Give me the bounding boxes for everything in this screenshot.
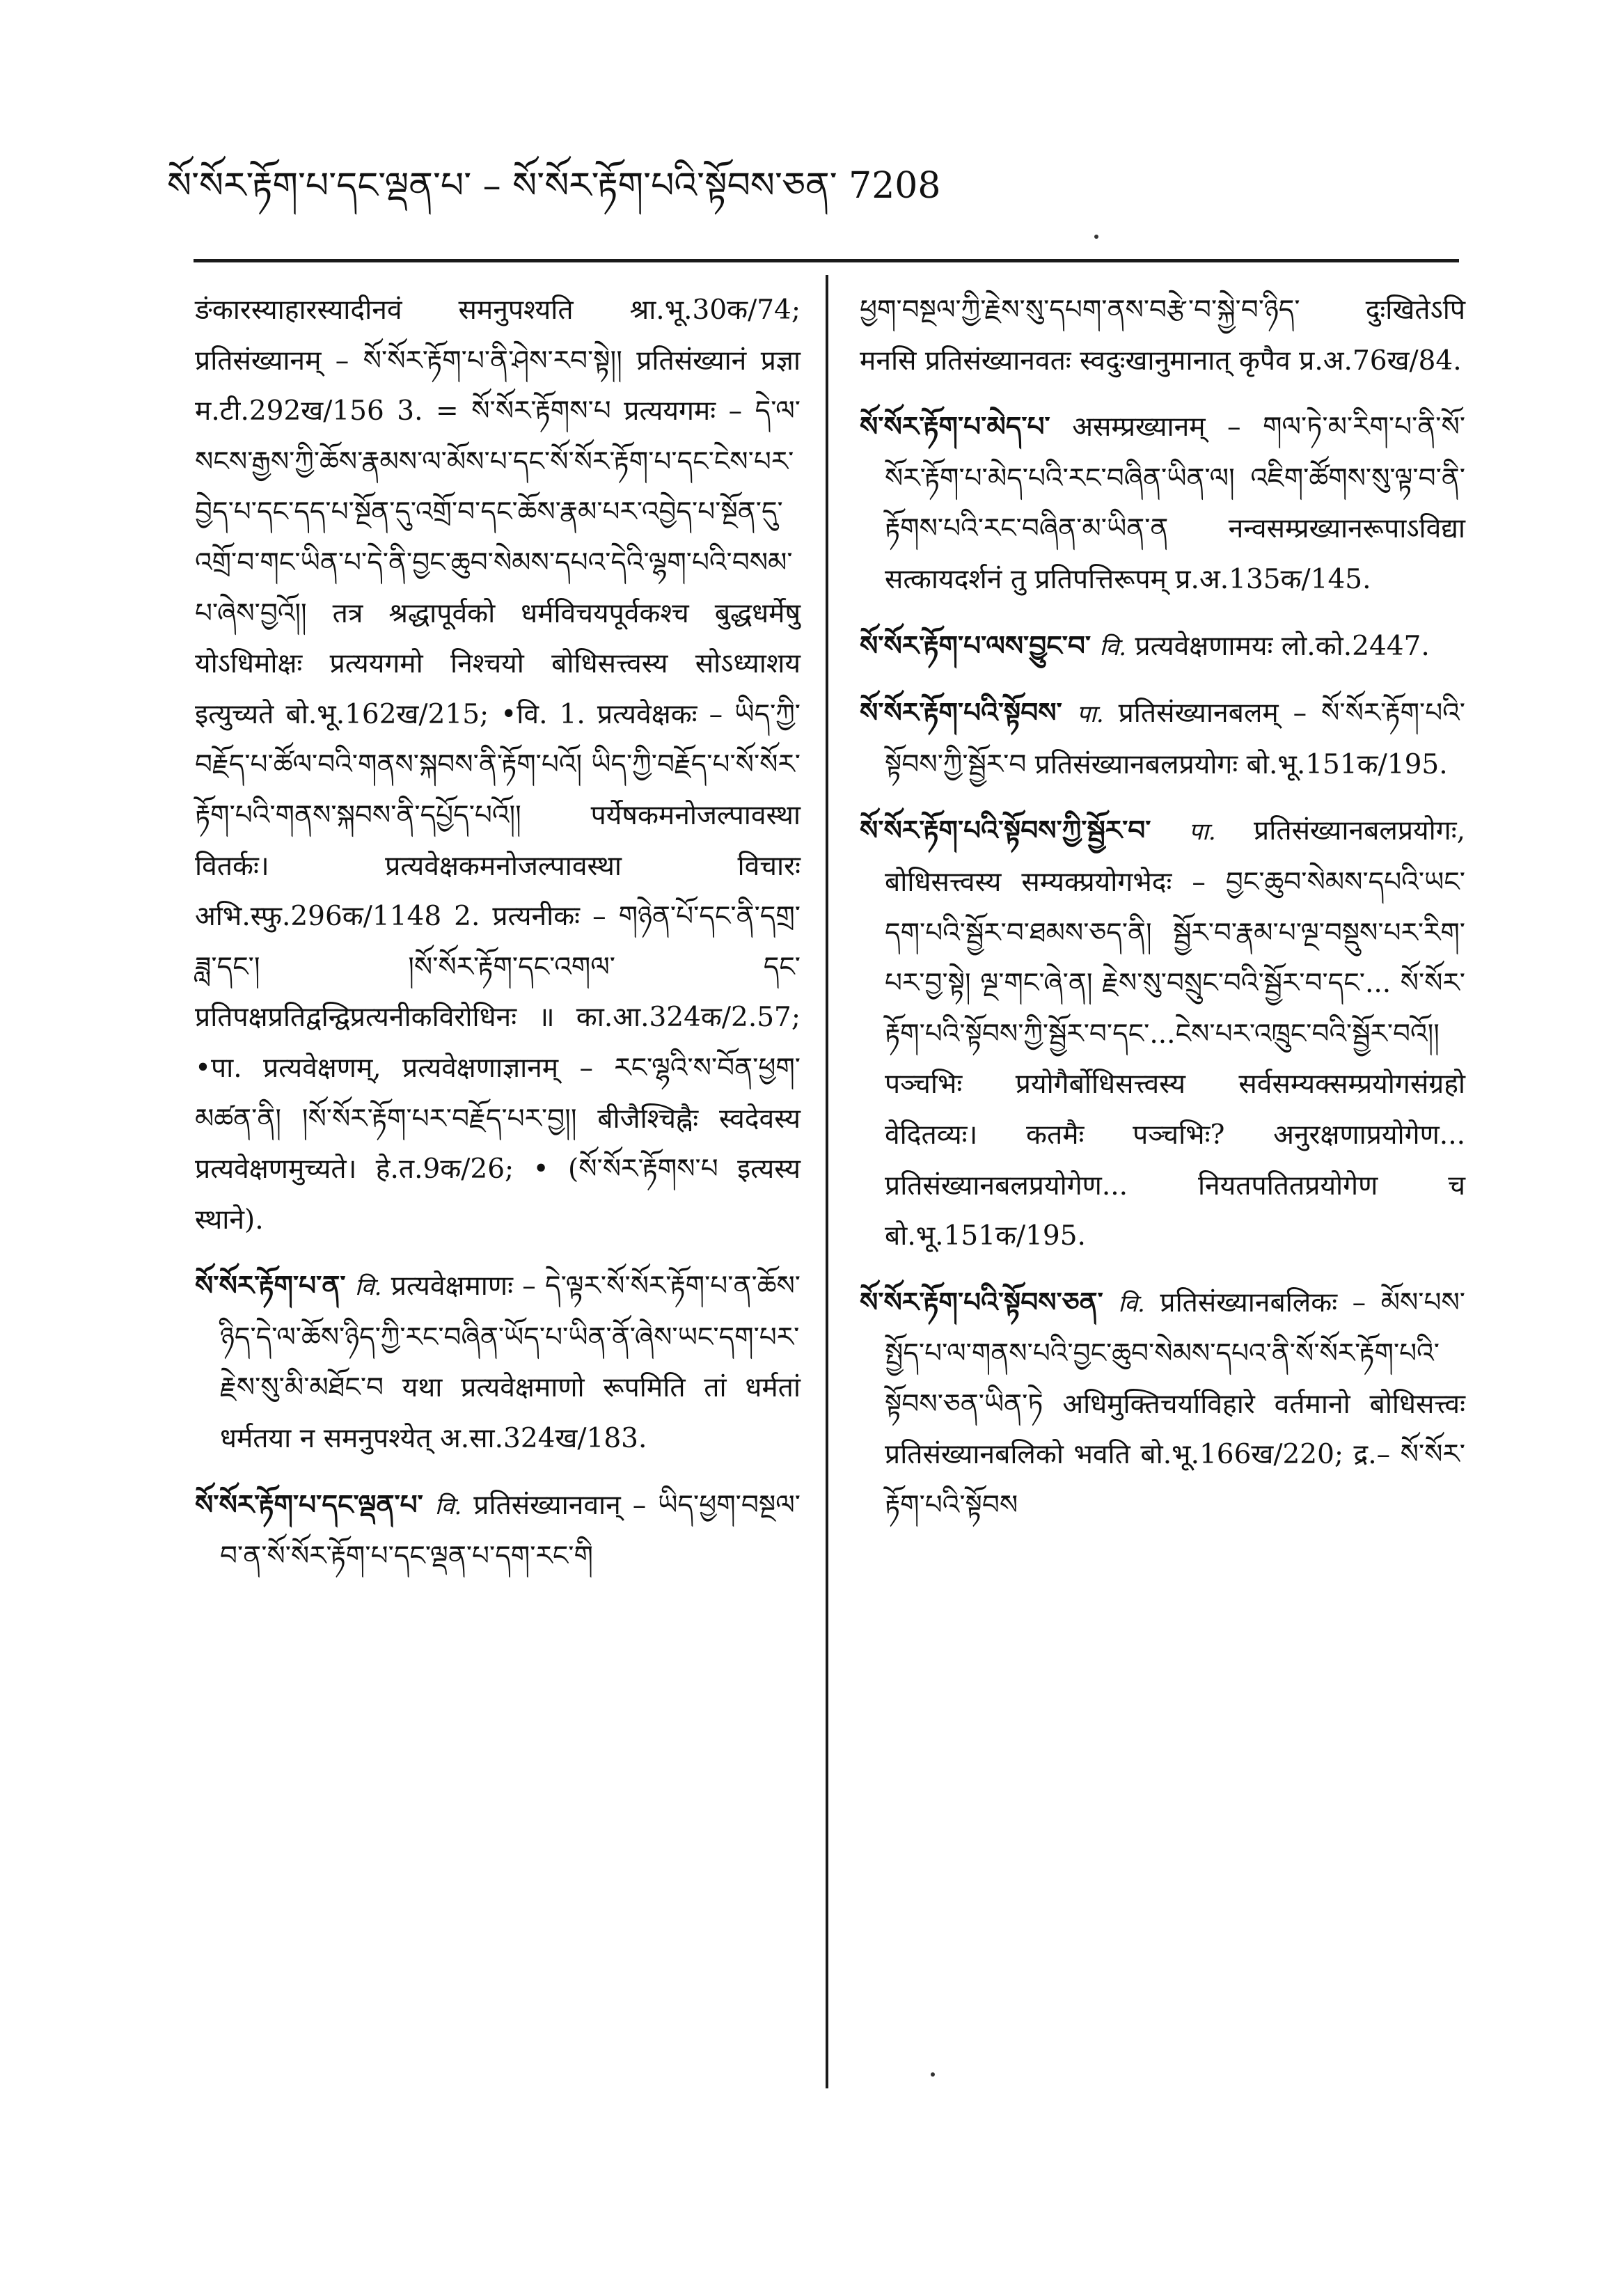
entry-text: ཕྱག་བསྔལ་ཀྱི་རྗེས་སུ་དཔག་ནས་བརྩེ་བ་སྐྱེ་བ་ཉིད་ दुःखितेऽपि मनसि प्रतिसंख्यानवतः स्वदुःखानुमानात् कृपैव प्र.अ.76ख/84. (860, 294, 1465, 377)
entry-text: प्रत्यवेक्षमाणः – དེ་ལྟར་སོ་སོར་རྟོག་པ་ན་ཆོས་ཉིད་དེ་ལ་ཆོས་ཉིད་ཀྱི་རང་བཞིན་ཡོད་པ་ཡིན་ནོ་ཞེས་ཡང་དག་པར་རྗེས་སུ་མི་མཐོང་བ यथा प्रत्यवेक्षमाणो रूपमिति तां धर्मतां धर्मतया न समनुपश्येत् अ.सा.324ख/183. (220, 1270, 801, 1455)
entry-grammar-tag: पा. (1076, 700, 1104, 729)
dictionary-entry (195, 1261, 801, 1464)
dictionary-entry (195, 1480, 801, 1582)
entry-text: प्रत्यवेक्षणामयः लो.को.2447. (1135, 630, 1430, 662)
entry-grammar-tag: वि. (1099, 633, 1127, 661)
entry-headword: སོ་སོར་རྟོག་པའི་སྟོབས་ཅན་ (860, 1286, 1103, 1318)
dictionary-entry (860, 285, 1465, 386)
dictionary-entry (860, 688, 1465, 790)
dictionary-entry (860, 621, 1465, 673)
entry-grammar-tag: पा. (1188, 818, 1216, 846)
page-header (167, 162, 1350, 210)
entry-headword: སོ་སོར་རྟོག་པ་ལས་བྱུང་བ་ (860, 629, 1091, 662)
entry-text: प्रतिसंख्यानबलिकः – མོས་པས་སྤྱོད་པ་ལ་གནས་པའི་བྱང་ཆུབ་སེམས་དཔའ་ནི་སོ་སོར་རྟོག་པའི་སྟོབས་ཅན་ཡིན་ཏེ अधिमुक्तिचर्याविहारे वर्तमानो बोधिसत्त्वः प्रतिसंख्यानबलिको भवति बो.भू.166ख/220; द्र.– སོ་སོར་རྟོག་པའི་སྟོབས (885, 1286, 1465, 1522)
entry-headword: སོ་སོར་རྟོག་པའི་སྟོབས་ (860, 697, 1062, 730)
page-header-title: སོ་སོར་རྟོག་པ་དང་ལྡན་པ་ – སོ་སོར་རྟོག་པའི་སྟོབས་ཅན་ 7208 (167, 165, 941, 207)
left-column (195, 285, 801, 1598)
column-divider (826, 275, 828, 2088)
scan-speck (931, 2072, 935, 2077)
entry-headword: སོ་སོར་རྟོག་པའི་སྟོབས་ཀྱི་སྦྱོར་བ་ (860, 814, 1151, 847)
entry-text: ङंकारस्याहारस्यादीनवं समनुपश्यति श्रा.भू.30क/74; प्रतिसंख्यानम् – སོ་སོར་རྟོག་པ་ནི་ཤེས་རབ་སྟེ།། प्रतिसंख्यानं प्रज्ञा म.टी.292ख/156 3. = སོ་སོར་རྟོགས་པ प्रत्ययगमः – དེ་ལ་སངས་རྒྱས་ཀྱི་ཆོས་རྣམས་ལ་མོས་པ་དང་སོ་སོར་རྟོག་པ་དང་ངེས་པར་བྱེད་པ་དང་དད་པ་སྔོན་དུ་འགྲོ་བ་དང་ཆོས་རྣམ་པར་འབྱེད་པ་སྔོན་དུ་འགྲོ་བ་གང་ཡིན་པ་དེ་ནི་བྱང་ཆུབ་སེམས་དཔའ་དེའི་ལྷག་པའི་བསམ་པ་ཞེས་བྱའོ།། तत्र श्रद्धापूर्वको धर्मविचयपूर्वकश्च बुद्धधर्मेषु योऽधिमोक्षः प्रत्ययगमो निश्चयो बोधिसत्त्वस्य सोऽध्याशय इत्युच्यते बो.भू.162ख/215; •वि. 1. प्रत्यवेक्षकः – ཡིད་ཀྱི་བརྗོད་པ་ཚོལ་བའི་གནས་སྐབས་ནི་རྟོག་པའོ། ཡིད་ཀྱི་བརྗོད་པ་སོ་སོར་རྟོག་པའི་གནས་སྐབས་ནི་དཔྱོད་པའོ།། पर्येषकमनोजल्पावस्था वितर्कः। प्रत्यवेक्षकमनोजल्पावस्था विचारः अभि.स्फु.296क/1148 2. प्रत्यनीकः – གཉེན་པོ་དང་ནི་དགྲ་ཟླ་དང་། །སོ་སོར་རྟོག་དང་འགལ་ དང་ प्रतिपक्षप्रतिद्वन्द्विप्रत्यनीकविरोधिनः ॥ का.आ.324क/2.57; •पा. प्रत्यवेक्षणम्, प्रत्यवेक्षणाज्ञानम् – རང་ལྷའི་ས་བོན་ཕྱག་མཚན་ནི། །སོ་སོར་རྟོག་པར་བརྗོད་པར་བྱ།། बीजैश्चिह्नैः स्वदेवस्य प्रत्यवेक्षणमुच्यते। हे.त.9क/26; • (སོ་སོར་རྟོགས་པ इत्यस्य स्थाने). (195, 294, 801, 1236)
dictionary-entry (195, 285, 801, 1245)
dictionary-entry (860, 1277, 1465, 1531)
entry-text: प्रतिसंख्यानवान् – ཡིད་ཕྱག་བསྔལ་བ་ན་སོ་སོར་རྟོག་པ་དང་ལྡན་པ་དག་རང་གི (220, 1489, 801, 1573)
entry-text: असम्प्रख्यानम् – གལ་ཏེ་མ་རིག་པ་ནི་སོ་སོར་རྟོག་པ་མེད་པའི་རང་བཞིན་ཡིན་ལ། འཇིག་ཚོགས་སུ་ལྟ་བ་ནི་རྟོགས་པའི་རང་བཞིན་མ་ཡིན་ན नन्वसम्प्रख्यानरूपाऽविद्या सत्कायदर्शनं तु प्रतिपत्तिरूपम् प्र.अ.135क/145. (885, 411, 1466, 595)
scan-speck (1094, 235, 1098, 239)
dictionary-entry (860, 805, 1465, 1261)
entry-grammar-tag: वि. (354, 1273, 382, 1302)
entry-headword: སོ་སོར་རྟོག་པ་དང་ལྡན་པ་ (195, 1488, 423, 1521)
entry-headword: སོ་སོར་རྟོག་པ་ན་ (195, 1270, 346, 1302)
header-divider (194, 259, 1459, 262)
entry-text: प्रतिसंख्यानबलप्रयोगः, बोधिसत्त्वस्य सम्यक्प्रयोगभेदः – བྱང་ཆུབ་སེམས་དཔའི་ཡང་དག་པའི་སྦྱོར་བ་ཐམས་ཅད་ནི། སྦྱོར་བ་རྣམ་པ་ལྔ་བསྡུས་པར་རིག་པར་བྱ་སྟེ། ལྔ་གང་ཞེ་ན། རྗེས་སུ་བསྲུང་བའི་སྦྱོར་བ་དང་... སོ་སོར་རྟོག་པའི་སྟོབས་ཀྱི་སྦྱོར་བ་དང་...ངེས་པར་འཁྲུང་བའི་སྦྱོར་བའོ།། पञ्चभिः प्रयोगैर्बोधिसत्त्वस्य सर्वसम्यक्सम्प्रयोगसंग्रहो वेदितव्यः। कतमैः पञ्चभिः? अनुरक्षणाप्रयोगेण... प्रतिसंख्यानबलप्रयोगेण... नियतपतितप्रयोगेण च बो.भू.151क/195. (885, 815, 1465, 1252)
entry-headword: སོ་སོར་རྟོག་པ་མེད་པ་ (860, 411, 1050, 443)
entry-text: प्रतिसंख्यानबलम् – སོ་སོར་རྟོག་པའི་སྟོབས་ཀྱི་སྦྱོར་བ प्रतिसंख्यानबलप्रयोगः बो.भू.151क/195. (885, 698, 1465, 780)
right-column (860, 285, 1465, 1547)
dictionary-entry (860, 402, 1465, 605)
entry-grammar-tag: वि. (1118, 1289, 1145, 1318)
entry-grammar-tag: वि. (434, 1492, 462, 1520)
